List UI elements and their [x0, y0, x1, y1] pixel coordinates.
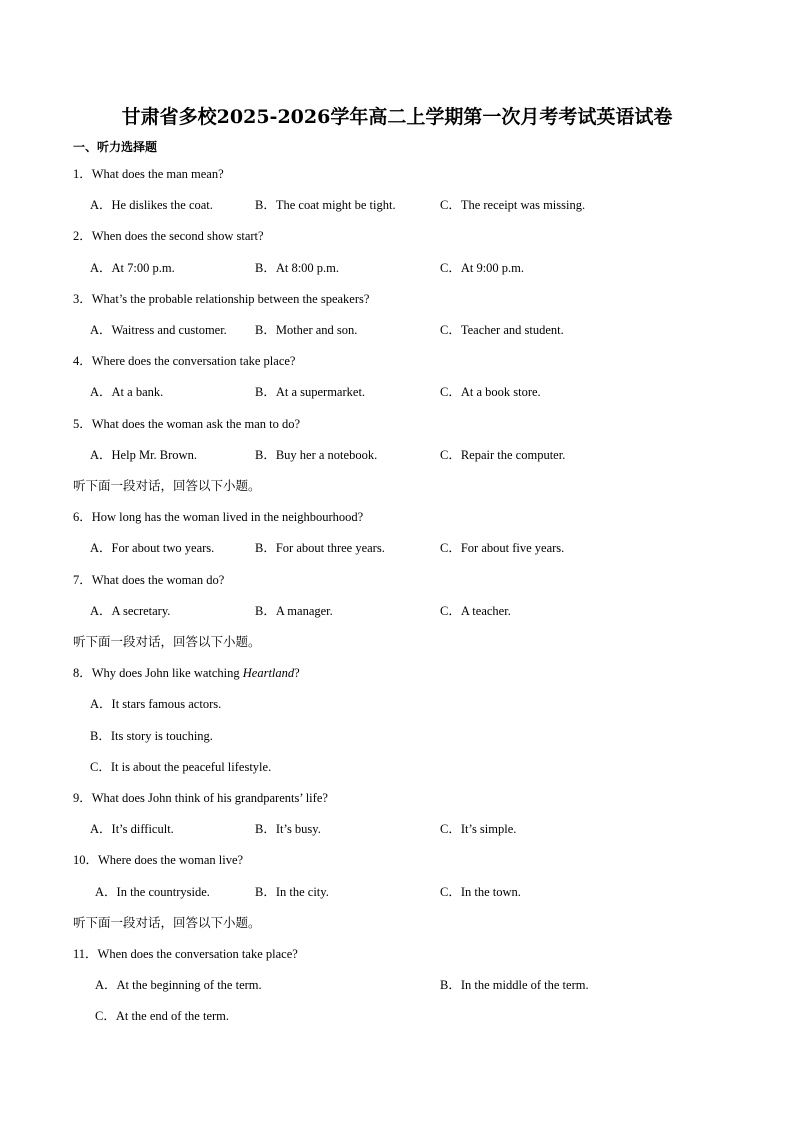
q11-option-b[interactable]: B．In the middle of the term. — [440, 978, 589, 992]
q3-option-a[interactable]: A．Waitress and customer. — [90, 323, 227, 337]
q6-option-b[interactable]: B．For about three years. — [255, 541, 385, 555]
q5-option-a[interactable]: A．Help Mr. Brown. — [90, 448, 197, 462]
question-3: 3．What’s the probable relationship between the speakers? — [73, 292, 370, 306]
listening-instruction-3: 听下面一段对话，回答以下小题。 — [73, 915, 261, 930]
question-5: 5．What does the woman ask the man to do? — [73, 417, 301, 431]
question-8-end: ? — [294, 666, 300, 680]
question-8 — [73, 664, 300, 682]
q10-option-b[interactable]: B．In the city. — [255, 885, 329, 899]
q1-option-a[interactable]: A．He dislikes the coat. — [90, 198, 213, 212]
q6-option-a[interactable]: A．For about two years. — [90, 541, 215, 555]
question-1: 1．What does the man mean? — [73, 167, 224, 181]
q9-option-c[interactable]: C．It’s simple. — [440, 822, 517, 836]
q4-option-b[interactable]: B．At a supermarket. — [255, 385, 366, 399]
section-heading: 一、听力选择题 — [73, 140, 158, 154]
listening-instruction-2: 听下面一段对话，回答以下小题。 — [73, 634, 261, 649]
q2-option-c[interactable]: C．At 9:00 p.m. — [440, 261, 525, 275]
q4-option-c[interactable]: C．At a book store. — [440, 385, 541, 399]
q3-option-c[interactable]: C．Teacher and student. — [440, 323, 564, 337]
q7-option-a[interactable]: A．A secretary. — [90, 604, 171, 618]
question-8-title: Heartland — [242, 666, 295, 680]
q9-option-a[interactable]: A．It’s difficult. — [90, 822, 174, 836]
exam-title: 甘肃省多校2025-2026学年高二上学期第一次月考考试英语试卷 — [121, 106, 673, 128]
question-2: 2．When does the second show start? — [73, 229, 264, 243]
q11-option-c[interactable]: C．At the end of the term. — [95, 1009, 229, 1023]
question-6: 6．How long has the woman lived in the neighbourhood? — [73, 510, 364, 524]
q1-option-c[interactable]: C．The receipt was missing. — [440, 198, 586, 212]
q10-option-a[interactable]: A．In the countryside. — [95, 885, 210, 899]
q8-option-c[interactable]: C．It is about the peaceful lifestyle. — [90, 760, 272, 774]
question-7: 7．What does the woman do? — [73, 573, 225, 587]
q6-option-c[interactable]: C．For about five years. — [440, 541, 565, 555]
q4-option-a[interactable]: A．At a bank. — [90, 385, 164, 399]
q5-option-b[interactable]: B．Buy her a notebook. — [255, 448, 378, 462]
q5-option-c[interactable]: C．Repair the computer. — [440, 448, 566, 462]
q1-option-b[interactable]: B．The coat might be tight. — [255, 198, 396, 212]
q10-option-c[interactable]: C．In the town. — [440, 885, 521, 899]
question-11: 11．When does the conversation take place? — [73, 947, 298, 961]
q2-option-b[interactable]: B．At 8:00 p.m. — [255, 261, 340, 275]
listening-instruction-1: 听下面一段对话，回答以下小题。 — [73, 478, 261, 493]
q9-option-b[interactable]: B．It’s busy. — [255, 822, 321, 836]
q8-option-b[interactable]: B．Its story is touching. — [90, 729, 213, 743]
question-10: 10．Where does the woman live? — [73, 853, 244, 867]
q8-option-a[interactable]: A．It stars famous actors. — [90, 697, 222, 711]
q7-option-b[interactable]: B．A manager. — [255, 604, 333, 618]
q2-option-a[interactable]: A．At 7:00 p.m. — [90, 261, 175, 275]
q11-option-a[interactable]: A．At the beginning of the term. — [95, 978, 262, 992]
question-8-text: 8．Why does John like watching — [73, 666, 243, 680]
q7-option-c[interactable]: C．A teacher. — [440, 604, 511, 618]
q3-option-b[interactable]: B．Mother and son. — [255, 323, 358, 337]
question-9: 9．What does John think of his grandparents’ life? — [73, 791, 328, 805]
question-4: 4．Where does the conversation take place? — [73, 354, 296, 368]
